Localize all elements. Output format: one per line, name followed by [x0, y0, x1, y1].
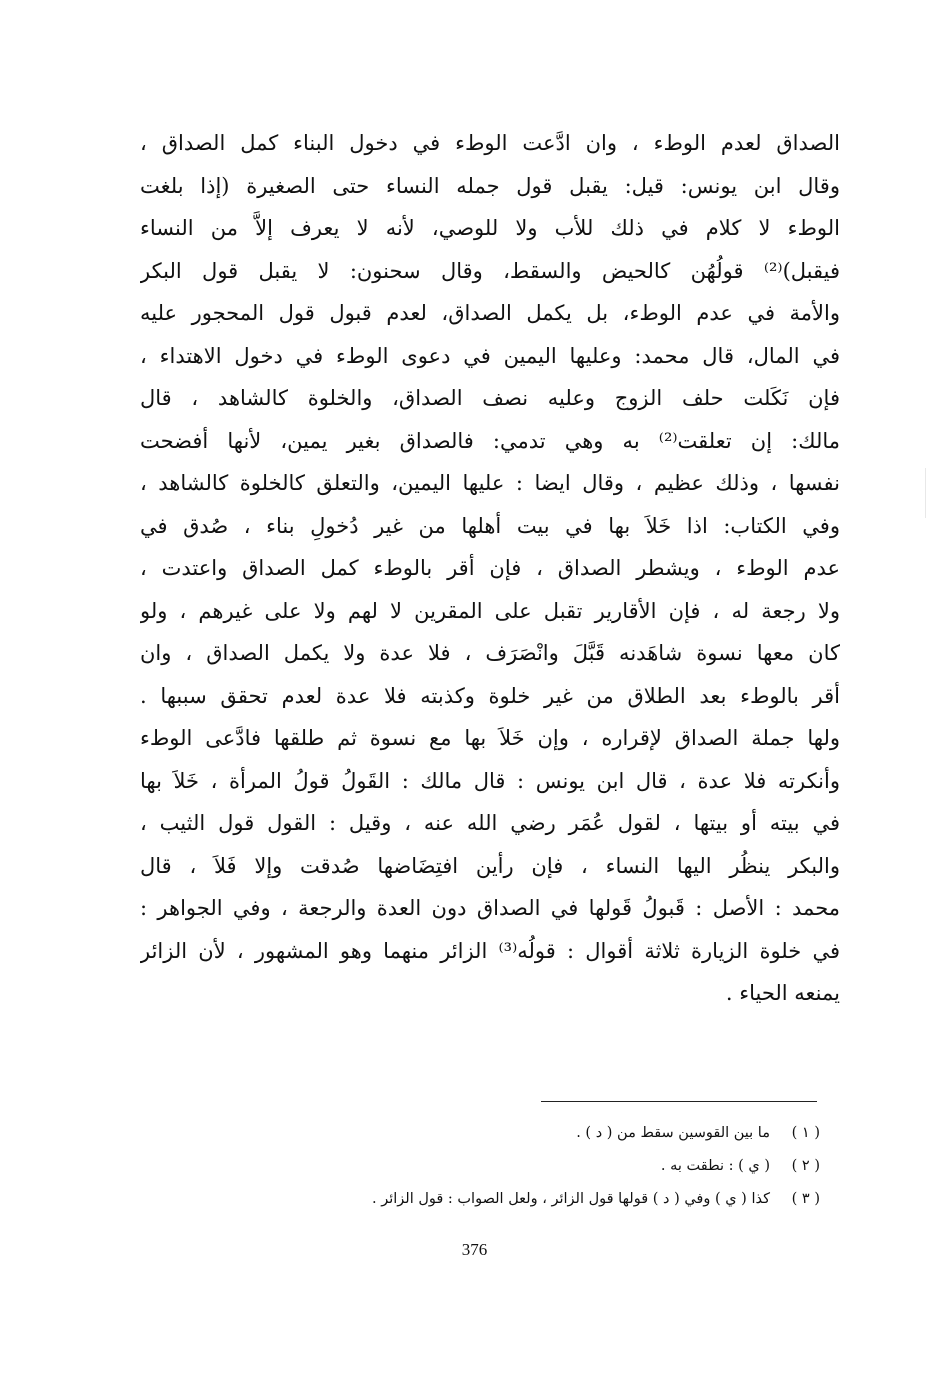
body-line: أقر بالوطء بعد الطلاق من غير خلوة وكذبته فلا عدة لعدم تحقق سببها .: [140, 683, 840, 708]
footnote-number: ( ٢ ): [791, 1158, 820, 1174]
body-line: والبكر ينظُر اليها النساء ، فإن رأين افتِضَاضها صُدقت وإلا فَلاَ ، قال: [140, 853, 840, 878]
body-line: في بيته أو بيتها ، لقول عُمَر رضي الله عنه ، وقيل : القول قول الثيب ،: [140, 811, 840, 835]
body-line: عدم الوطء ، ويشطر الصداق ، فإن أقر بالوطء كمل الصداق واعتدت ،: [140, 556, 840, 580]
footnote-text: كذا ( ي ) وفي ( د ) قولها قول الزائر ، ولعل الصواب : قول الزائر .: [372, 1191, 770, 1207]
body-line: محمد : الأصل : قَبولُ قَولها في الصداق دون العدة والرجعة ، وفي الجواهر :: [140, 896, 840, 920]
body-line: وفي الكتاب: اذا خَلاَ بها في بيت أهلها من غير دُخولِ بناء ، صُدق في: [140, 513, 840, 538]
body-line: الوطء لا كلام في ذلك للأب ولا للوصي، لأنه لا يعرف إلاَّ من النساء: [140, 216, 840, 240]
footnote-divider: [541, 1101, 817, 1102]
body-line: وقال ابن يونس: قيل: يقبل قول جمله النساء حتى الصغيرة (إذا بلغت: [140, 173, 840, 198]
body-line: فيقبل)⁽²⁾ قولُهُن كالحيض والسقط، وقال سحنون: لا يقبل قول البكر: [140, 258, 840, 283]
footnote-item: [290, 1183, 820, 1216]
body-line-last: يمنعه الحياء .: [725, 981, 840, 1005]
body-line: ولا رجعة له ، فإن الأقارير تقبل على المقرين لا لهم ولا على غيرهم ، ولو: [140, 598, 840, 623]
body-line: في المال، قال محمد: وعليها اليمين في دعوى الوطء في دخول الاهتداء ،: [140, 343, 840, 368]
footnote-text: ما بين القوسين سقط من ( د ) .: [576, 1125, 770, 1141]
footnote-item: [290, 1150, 820, 1183]
footnotes: [290, 1117, 820, 1216]
body-line: في خلوة الزيارة ثلاثة أقوال : قولُه⁽³⁾ الزائر منهما وهو المشهور ، لأن الزائر: [140, 938, 840, 963]
scan-edge-mark: [925, 468, 938, 518]
footnote-item: [290, 1117, 820, 1150]
footnote-text: ( ي ) : نطقت به .: [660, 1158, 770, 1174]
body-line: ولها جملة الصداق لإقراره ، وإن خَلاَ بها مع نسوة ثم طلقها فادَّعى الوطء: [140, 726, 840, 750]
main-text-block: [140, 122, 840, 1015]
body-line: كان معها نسوة شاهَدنه قَبَّلَ وانْصَرَف ، فلا عدة ولا يكمل الصداق ، وان: [140, 641, 840, 665]
body-line: فإن نَكَلت حلف الزوج وعليه نصف الصداق، والخلوة كالشاهد ، قال: [140, 386, 840, 410]
footnote-number: ( ١ ): [791, 1125, 820, 1141]
body-line: مالك: إن تعلقت⁽²⁾ به وهي تدمي: فالصداق بغير يمين، لأنها أفضحت: [140, 428, 840, 453]
body-line: نفسها ، وذلك عظيم ، وقال ايضا : عليها اليمين، والتعلق كالخلوة كالشاهد ،: [140, 471, 840, 495]
footnote-number: ( ٣ ): [791, 1191, 820, 1207]
body-line: الصداق لعدم الوطء ، وان ادَّعت الوطء في دخول البناء كمل الصداق ،: [140, 131, 840, 155]
page-number: 376: [461, 1240, 488, 1259]
body-line: والأمة في عدم الوطء، بل يكمل الصداق، لعدم قبول قول المحجور عليه: [140, 301, 840, 325]
body-line: وأنكرته فلا عدة ، قال ابن يونس : قال مالك : القَولُ قولُ المرأة ، خَلاَ بها: [140, 768, 840, 793]
